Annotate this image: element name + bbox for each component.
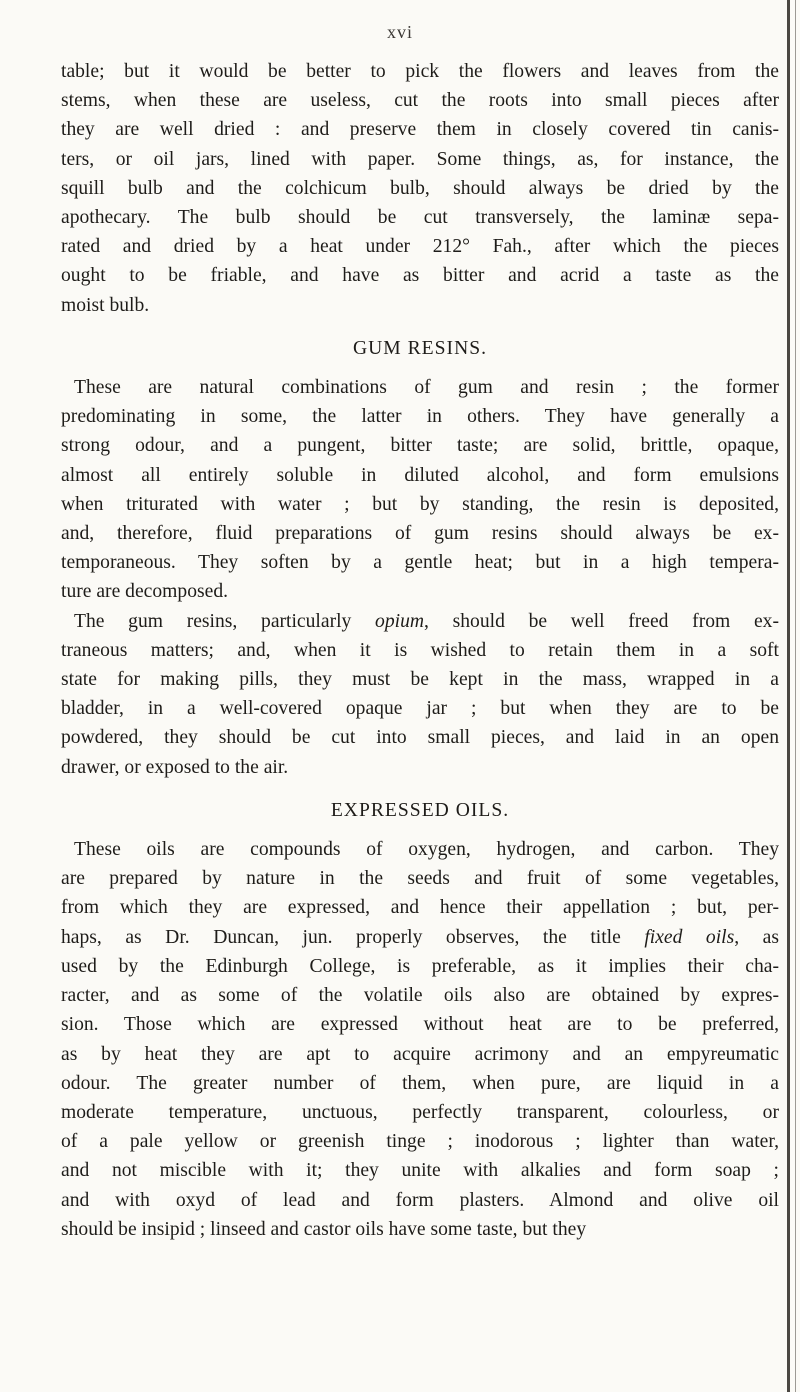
text-line: ters, or oil jars, lined with paper. Some things, as, for instance, the bbox=[61, 148, 779, 170]
text-line: should be insipid ; linseed and castor oils have some taste, but they bbox=[61, 1218, 587, 1240]
text-line: These are natural combinations of gum and resin ; the former bbox=[74, 377, 779, 399]
text-line: table; but it would be better to pick the flowers and leaves from the bbox=[61, 61, 779, 82]
paragraph bbox=[61, 607, 779, 782]
text-line: traneous matters; and, when it is wished to retain them in a soft bbox=[61, 639, 779, 661]
text-line: predominating in some, the latter in others. They have generally a bbox=[61, 406, 779, 428]
text-line: powdered, they should be cut into small pieces, and laid in an open bbox=[61, 727, 779, 749]
text-line: strong odour, and a pungent, bitter taste; are solid, brittle, opaque, bbox=[61, 435, 779, 457]
text-line: when triturated with water ; but by standing, the resin is deposited, bbox=[61, 493, 779, 515]
page-body bbox=[61, 57, 779, 1244]
section-heading: GUM RESINS. bbox=[352, 337, 488, 359]
text-line: ture are decomposed. bbox=[61, 581, 229, 603]
text-line: as by heat they are apt to acquire acrimony and an empyreumatic bbox=[61, 1043, 779, 1065]
paragraph bbox=[61, 57, 779, 320]
text-line: and with oxyd of lead and form plasters. Almond and olive oil bbox=[61, 1189, 779, 1211]
text-line: These oils are compounds of oxygen, hydrogen, and carbon. They bbox=[74, 839, 779, 861]
text-line: squill bulb and the colchicum bulb, should always be dried by the bbox=[61, 177, 779, 199]
page-number: xvi bbox=[386, 22, 413, 42]
text-line: almost all entirely soluble in diluted alcohol, and form emulsions bbox=[61, 464, 779, 486]
text-line: temporaneous. They soften by a gentle heat; but in a high tempera- bbox=[61, 552, 779, 574]
text-line: ought to be friable, and have as bitter and acrid a taste as the bbox=[61, 265, 779, 287]
paragraph bbox=[61, 373, 779, 607]
text-line: they are well dried : and preserve them in closely covered tin canis- bbox=[61, 119, 779, 141]
text-line: The gum resins, particularly opium, should be well freed from ex- bbox=[74, 610, 779, 632]
text-line: used by the Edinburgh College, is preferable, as it implies their cha- bbox=[61, 955, 779, 977]
text-line: apothecary. The bulb should be cut transversely, the laminæ sepa- bbox=[61, 207, 779, 229]
text-line: of a pale yellow or greenish tinge ; inodorous ; lighter than water, bbox=[61, 1131, 779, 1153]
text-line: bladder, in a well-covered opaque jar ; but when they are to be bbox=[61, 698, 779, 720]
text-line: drawer, or exposed to the air. bbox=[61, 756, 289, 778]
section-heading: EXPRESSED OILS. bbox=[330, 799, 510, 821]
text-line: and, therefore, fluid preparations of gum resins should always be ex- bbox=[61, 523, 779, 545]
text-line: rated and dried by a heat under 212° Fah., after which the pieces bbox=[61, 236, 779, 258]
text-line: are prepared by nature in the seeds and fruit of some vegetables, bbox=[61, 868, 779, 890]
text-line: state for making pills, they must be kept in the mass, wrapped in a bbox=[61, 669, 779, 691]
paragraph bbox=[61, 835, 779, 1244]
text-line: sion. Those which are expressed without heat are to be preferred, bbox=[61, 1014, 779, 1036]
text-line: stems, when these are useless, cut the roots into small pieces after bbox=[61, 90, 779, 112]
text-line: racter, and as some of the volatile oils also are obtained by expres- bbox=[61, 985, 779, 1007]
text-line: odour. The greater number of them, when pure, are liquid in a bbox=[61, 1072, 779, 1094]
text-line: moderate temperature, unctuous, perfectly transparent, colourless, or bbox=[61, 1101, 779, 1123]
text-line: from which they are expressed, and hence their appellation ; but, per- bbox=[61, 897, 779, 919]
text-line: and not miscible with it; they unite with alkalies and form soap ; bbox=[61, 1160, 779, 1182]
text-line: haps, as Dr. Duncan, jun. properly observes, the title fixed oils, as bbox=[61, 926, 779, 948]
text-line: moist bulb. bbox=[61, 294, 150, 316]
page-edge-line bbox=[795, 0, 796, 1392]
page-edge-shadow bbox=[787, 0, 790, 1392]
